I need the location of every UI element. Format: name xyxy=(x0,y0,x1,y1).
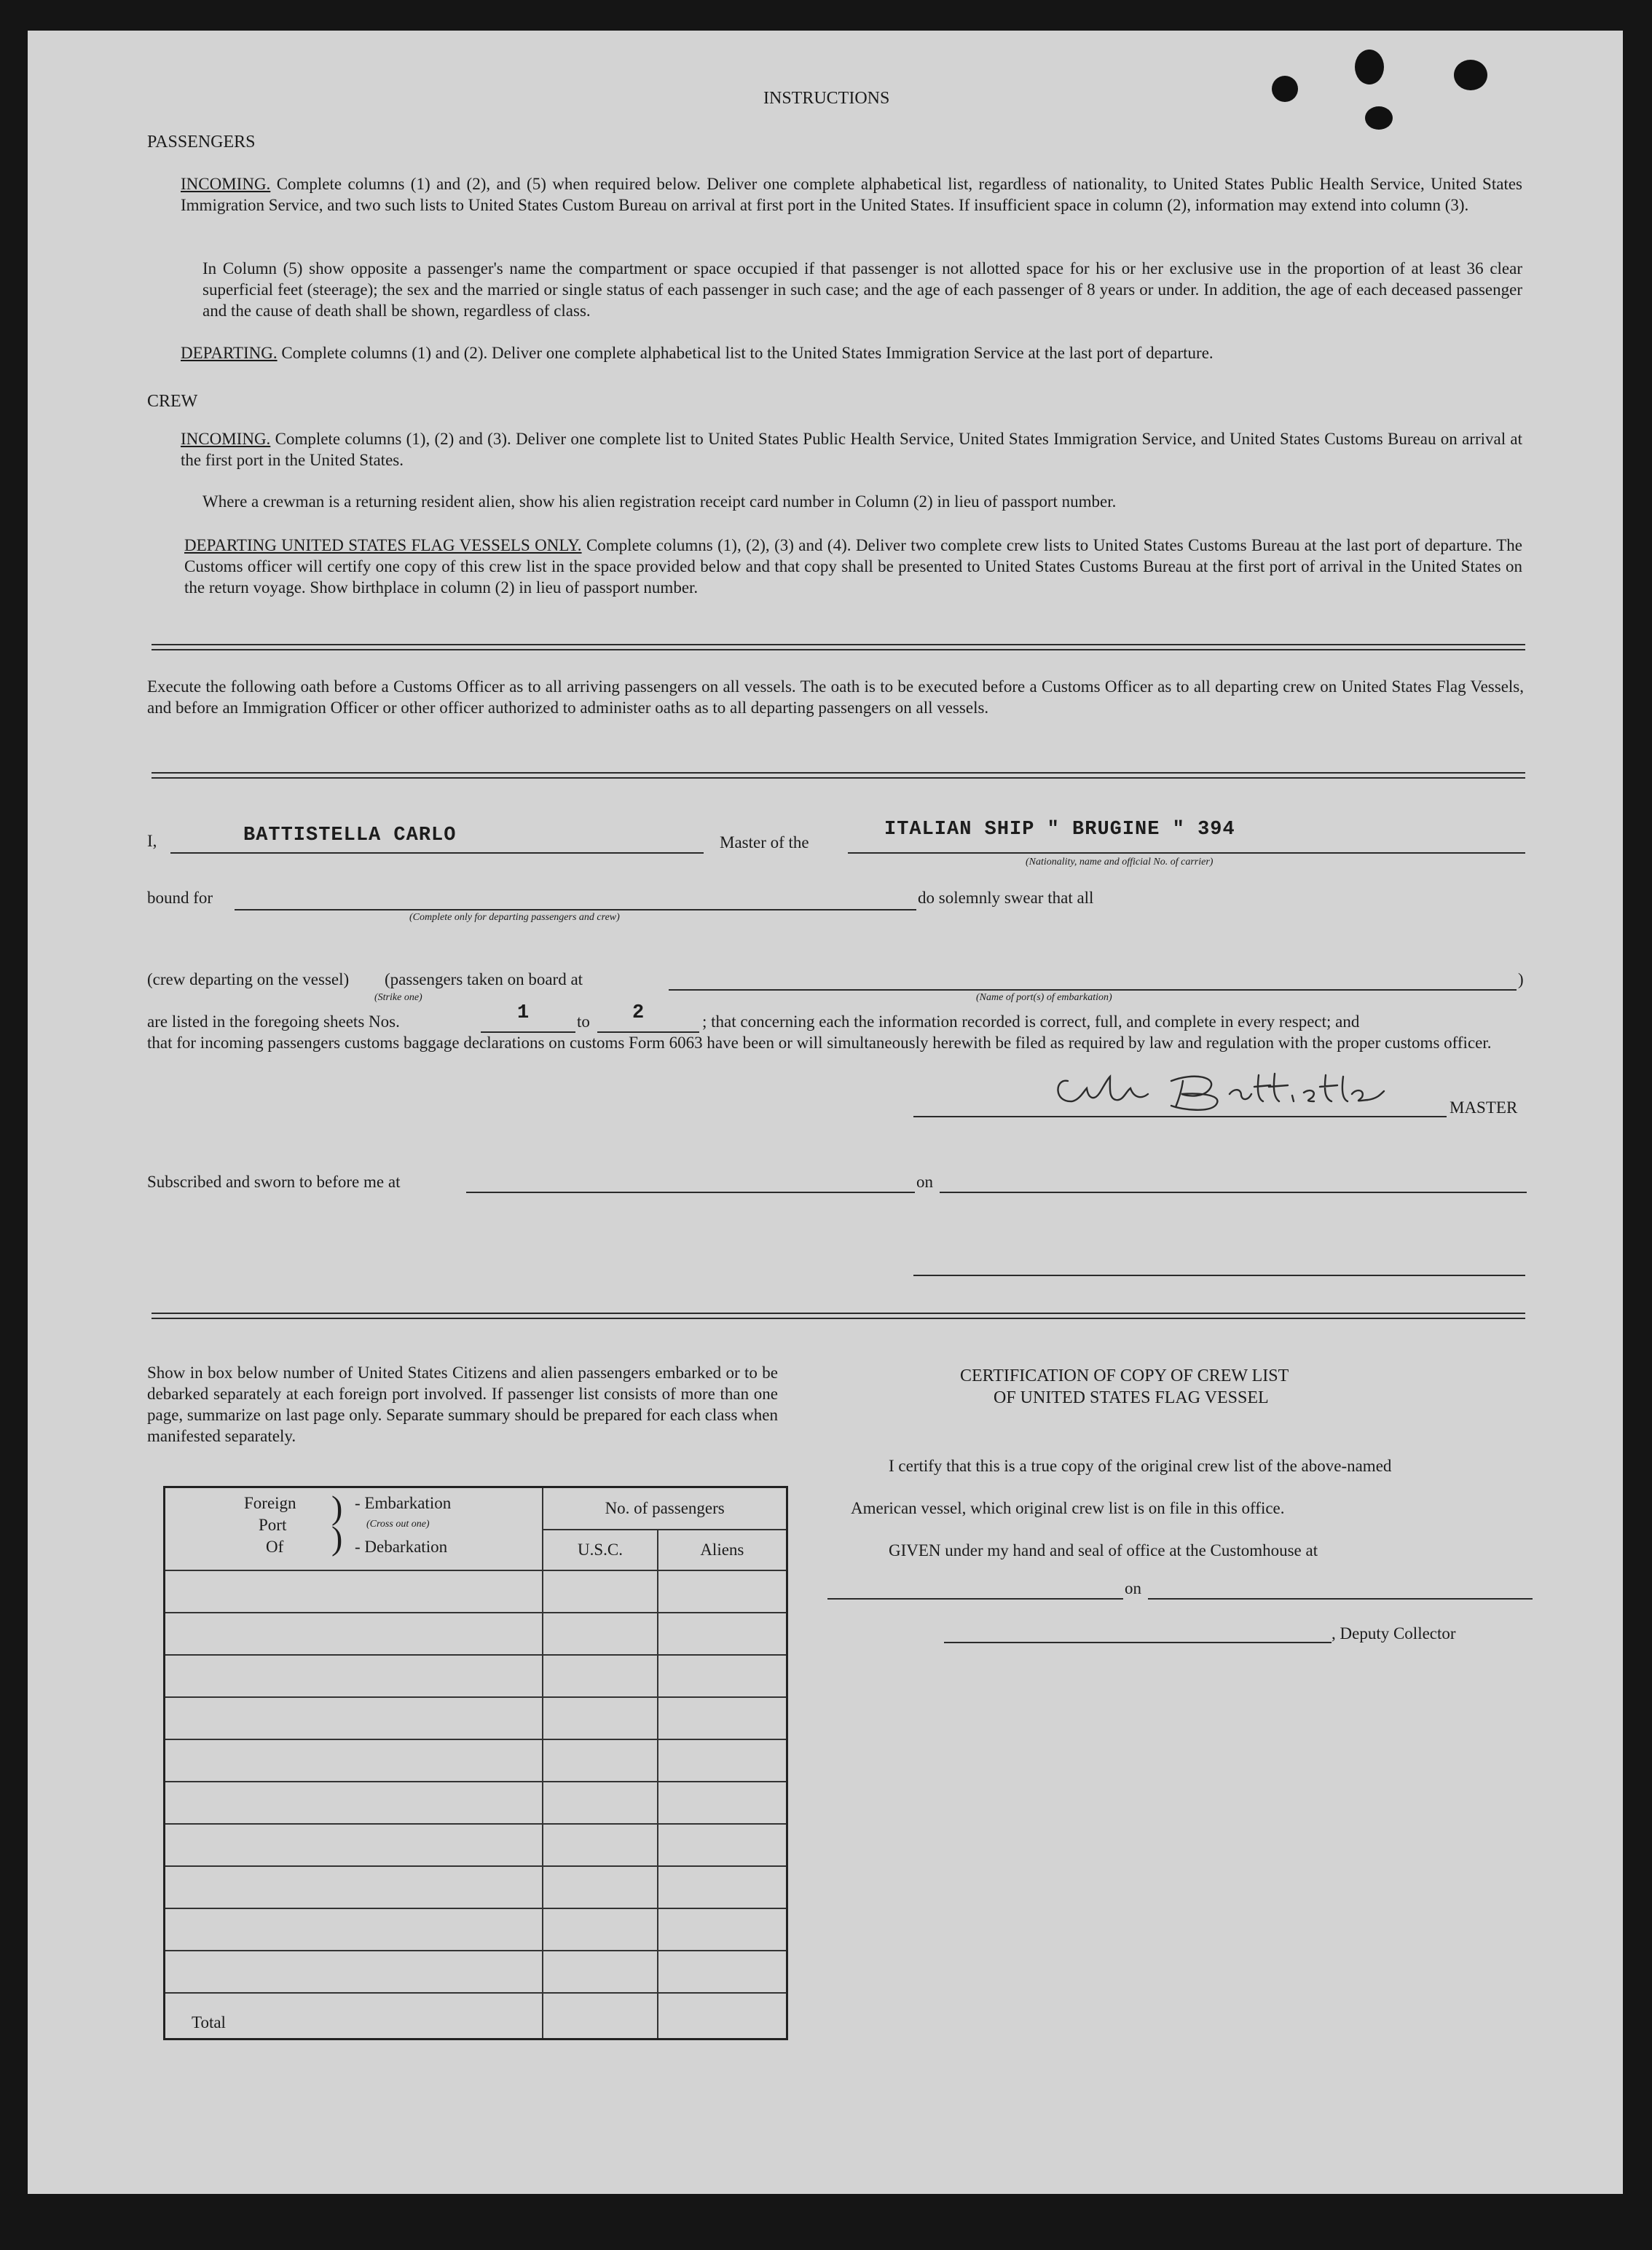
bound-for-line xyxy=(235,909,916,910)
aliens-cell[interactable] xyxy=(658,1655,787,1697)
master-name-line xyxy=(170,852,704,854)
table-row xyxy=(165,1613,787,1655)
swear-label: do solemnly swear that all xyxy=(918,889,1094,907)
sheets-text-continued: that for incoming passengers customs baggage declarations on customs Form 6063 have been or will simultaneously herewith be filed as required by law and regulation with the proper customs officer. xyxy=(147,1034,1492,1052)
passengers-departing-label: DEPARTING. xyxy=(181,344,278,362)
aliens-cell[interactable] xyxy=(658,1570,787,1613)
document-page xyxy=(28,31,1623,2194)
summary-instructions: Show in box below number of United States Citizens and alien passengers embarked or to be debarked separately at each foreign port involved. If passenger list consists of more than one page, summarize on last page only. Separate summary should be prepared for each class when manifested separately. xyxy=(147,1364,778,1445)
table-row xyxy=(165,1697,787,1739)
certification-date-line xyxy=(1148,1598,1533,1600)
debarkation-label: - Debarkation xyxy=(355,1538,448,1556)
table-row xyxy=(165,1951,787,1993)
certification-line-3: GIVEN under my hand and seal of office at the Customhouse at xyxy=(889,1541,1318,1559)
of-label: Of xyxy=(266,1538,284,1556)
instructions-heading: INSTRUCTIONS xyxy=(763,89,890,108)
sheet-to-field: 2 xyxy=(632,1002,645,1024)
port-cell[interactable] xyxy=(165,1951,543,1993)
usc-cell[interactable] xyxy=(543,1866,657,1908)
brace: ) xyxy=(331,1489,343,1526)
port-cell[interactable] xyxy=(165,1782,543,1824)
certification-line-2: American vessel, which original crew list is on file in this office. xyxy=(851,1499,1285,1517)
oath-i-label: I, xyxy=(147,832,157,850)
ink-blot xyxy=(1454,60,1487,90)
brace: ) xyxy=(331,1519,343,1557)
port-cell[interactable] xyxy=(165,1866,543,1908)
foreign-label: Foreign xyxy=(244,1494,296,1512)
crew-resident-paragraph: Where a crewman is a returning resident alien, show his alien registration receipt card number in Column (2) in lieu of passport number. xyxy=(202,492,1117,511)
deputy-collector-line xyxy=(944,1642,1332,1643)
crew-incoming-text: Complete columns (1), (2) and (3). Deliver one complete list to United States Public Health Service, United States Immigration Service, and United States Customs Bureau on arrival at the first port in the United States. xyxy=(181,430,1523,469)
usc-cell[interactable] xyxy=(543,1782,657,1824)
subscribed-on-label: on xyxy=(916,1173,933,1191)
aliens-cell[interactable] xyxy=(658,1697,787,1739)
usc-cell[interactable] xyxy=(543,1824,657,1866)
master-name-field: BATTISTELLA CARLO xyxy=(243,825,457,846)
table-row xyxy=(165,1655,787,1697)
crew-departing-text: Complete columns (1), (2), (3) and (4). Deliver two complete crew lists to United States Customs Bureau at the last port of departure. The Customs officer will certify one copy of this crew list in the space provided below and that copy shall be presented to United States Customs Bureau at the first port of arrival in the United States on the return voyage. Show birthplace in column (2) in lieu of passport number. xyxy=(184,536,1523,597)
aliens-cell[interactable] xyxy=(658,1739,787,1782)
subscribed-date-line xyxy=(940,1192,1527,1193)
cross-out-caption: (Cross out one) xyxy=(366,1519,430,1530)
aliens-header: Aliens xyxy=(658,1530,787,1570)
table-row xyxy=(165,1908,787,1951)
deputy-collector-label: , Deputy Collector xyxy=(1332,1624,1456,1643)
master-of-label: Master of the xyxy=(720,833,809,851)
ink-blot xyxy=(1272,76,1298,102)
close-paren: ) xyxy=(1518,970,1524,988)
certification-title-2: OF UNITED STATES FLAG VESSEL xyxy=(994,1388,1269,1407)
crew-incoming-paragraph xyxy=(181,428,1522,471)
passenger-summary-table xyxy=(163,1486,788,2040)
port-cell[interactable] xyxy=(165,1655,543,1697)
strike-caption: (Strike one) xyxy=(374,992,422,1003)
total-label: Total xyxy=(165,1993,543,2039)
usc-cell[interactable] xyxy=(543,1697,657,1739)
port-cell[interactable] xyxy=(165,1908,543,1951)
customhouse-line xyxy=(827,1598,1123,1600)
double-divider xyxy=(152,644,1525,650)
embarkation-label: - Embarkation xyxy=(355,1494,452,1512)
vessel-line xyxy=(848,852,1525,854)
certification-on-label: on xyxy=(1125,1579,1141,1597)
aliens-cell[interactable] xyxy=(658,1951,787,1993)
port-cell[interactable] xyxy=(165,1824,543,1866)
aliens-cell[interactable] xyxy=(658,1613,787,1655)
port-cell[interactable] xyxy=(165,1697,543,1739)
column5-paragraph: In Column (5) show opposite a passenger's name the compartment or space occupied if that passenger is not allotted space for his or her exclusive use in the proportion of at least 36 clear superficial feet (steerage); the sex and the married or single status of each passenger in such case; and the age of each passenger of 8 years or under. In addition, the age of each deceased passenger and the cause of death shall be shown, regardless of class. xyxy=(202,259,1522,320)
usc-cell[interactable] xyxy=(543,1613,657,1655)
ports-line xyxy=(669,989,1517,991)
usc-cell[interactable] xyxy=(543,1908,657,1951)
crew-departing-choice: (crew departing on the vessel) xyxy=(147,970,350,988)
aliens-cell[interactable] xyxy=(658,1908,787,1951)
certification-title-1: CERTIFICATION OF COPY OF CREW LIST xyxy=(960,1366,1289,1385)
aliens-total-cell[interactable] xyxy=(658,1993,787,2039)
passengers-taken-choice: (passengers taken on board at xyxy=(385,970,583,988)
passengers-incoming-label: INCOMING. xyxy=(181,175,271,193)
ports-caption: (Name of port(s) of embarkation) xyxy=(976,992,1112,1003)
subscribed-place-line xyxy=(466,1192,915,1193)
crew-incoming-label: INCOMING. xyxy=(181,430,271,448)
sheet-from-field: 1 xyxy=(517,1002,530,1024)
vessel-caption: (Nationality, name and official No. of carrier) xyxy=(1026,857,1214,868)
master-signature xyxy=(1047,1059,1433,1117)
sheets-text-rest: ; that concerning each the information recorded is correct, full, and complete in every respect; and xyxy=(702,1012,1360,1031)
port-cell[interactable] xyxy=(165,1613,543,1655)
usc-cell[interactable] xyxy=(543,1655,657,1697)
subscribed-label: Subscribed and sworn to before me at xyxy=(147,1173,401,1191)
table-row xyxy=(165,1739,787,1782)
crew-label: CREW xyxy=(147,392,198,411)
usc-cell[interactable] xyxy=(543,1739,657,1782)
foreign-port-header xyxy=(165,1487,543,1570)
master-label: MASTER xyxy=(1450,1098,1518,1117)
passengers-incoming-text: Complete columns (1) and (2), and (5) when required below. Deliver one complete alphabetical list, regardless of nationality, to United States Public Health Service, United States Immigration Service, and two such lists to United States Custom Bureau on arrival at first port in the United States. If insufficient space in column (2), information may extend into column (3). xyxy=(181,175,1522,214)
table-row xyxy=(165,1866,787,1908)
table-row xyxy=(165,1824,787,1866)
crew-departing-paragraph xyxy=(184,535,1522,598)
usc-header: U.S.C. xyxy=(543,1530,657,1570)
port-cell[interactable] xyxy=(165,1570,543,1613)
passengers-incoming-paragraph xyxy=(181,173,1522,216)
to-label: to xyxy=(577,1012,590,1031)
ink-blot xyxy=(1365,106,1393,130)
bound-for-label: bound for xyxy=(147,889,213,907)
table-row xyxy=(165,1782,787,1824)
passengers-departing-paragraph xyxy=(181,342,1522,363)
passengers-departing-text: Complete columns (1) and (2). Deliver one complete alphabetical list to the United States Immigration Service at the last port of departure. xyxy=(281,344,1214,362)
no-passengers-header: No. of passengers xyxy=(543,1487,787,1530)
officer-signature-line xyxy=(913,1275,1525,1276)
ink-blot xyxy=(1355,50,1384,84)
table-row xyxy=(165,1570,787,1613)
vessel-field: ITALIAN SHIP " BRUGINE " 394 xyxy=(884,819,1235,841)
aliens-cell[interactable] xyxy=(658,1824,787,1866)
aliens-cell[interactable] xyxy=(658,1782,787,1824)
port-cell[interactable] xyxy=(165,1739,543,1782)
usc-cell[interactable] xyxy=(543,1570,657,1613)
crew-departing-label: DEPARTING UNITED STATES FLAG VESSELS ONLY. xyxy=(184,536,582,554)
passengers-label: PASSENGERS xyxy=(147,133,256,152)
oath-instructions-paragraph: Execute the following oath before a Customs Officer as to all arriving passengers on all vessels. The oath is to be executed before a Customs Officer as to all departing crew on United States Flag Vessels, and before an Immigration Officer or other officer authorized to administer oaths as to all departing passengers on all vessels. xyxy=(147,677,1524,717)
double-divider xyxy=(152,772,1525,779)
sheets-label: are listed in the foregoing sheets Nos. xyxy=(147,1012,400,1031)
aliens-cell[interactable] xyxy=(658,1866,787,1908)
total-row xyxy=(165,1993,787,2039)
certification-line-1: I certify that this is a true copy of the original crew list of the above-named xyxy=(889,1457,1392,1475)
bound-for-caption: (Complete only for departing passengers and crew) xyxy=(409,912,620,923)
double-divider xyxy=(152,1313,1525,1319)
usc-total-cell[interactable] xyxy=(543,1993,657,2039)
port-label: Port xyxy=(259,1516,287,1534)
usc-cell[interactable] xyxy=(543,1951,657,1993)
signature-line xyxy=(913,1116,1447,1117)
